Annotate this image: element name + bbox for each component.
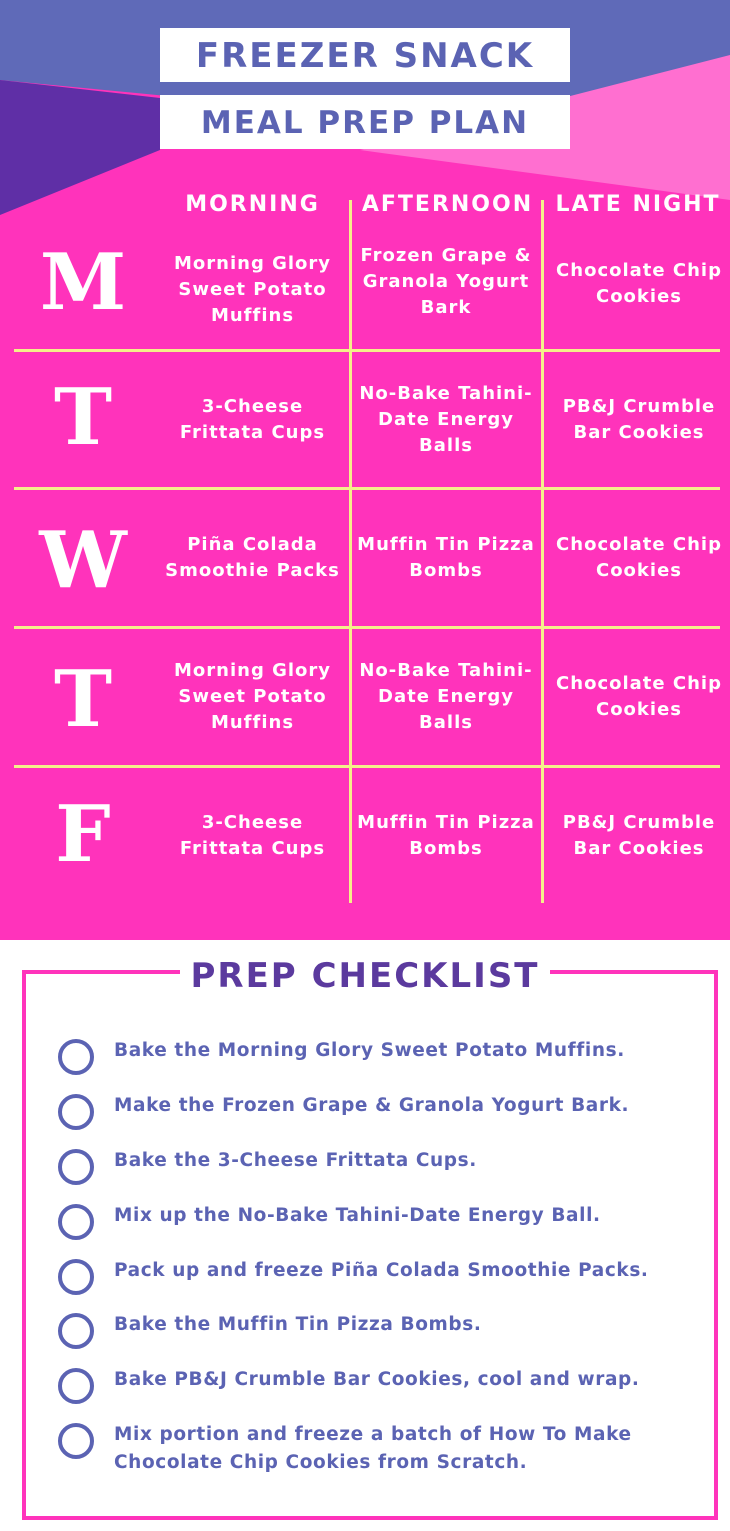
checkbox-circle-icon[interactable] — [58, 1423, 94, 1459]
meal-cell: Chocolate Chip Cookies — [556, 260, 722, 307]
meal-cell: Piña Colada Smoothie Packs — [165, 534, 340, 581]
checklist-item-text: Make the Frozen Grape & Granola Yogurt Bark. — [114, 1095, 630, 1116]
meal-cell: Muffin Tin Pizza Bombs — [357, 811, 535, 859]
day-letter: W — [39, 515, 127, 606]
meal-cell: Chocolate Chip Cookies — [556, 673, 722, 720]
checkbox-circle-icon[interactable] — [58, 1204, 94, 1240]
meal-cell: No-Bake Tahini-Date Energy Balls — [359, 382, 533, 456]
checkbox-circle-icon[interactable] — [58, 1039, 94, 1075]
column-header-late-night: LATE NIGHT — [555, 192, 721, 217]
day-letter: T — [53, 372, 113, 463]
meal-cell: Morning Glory Sweet Potato Muffins — [173, 252, 332, 326]
meal-cell: PB&J Crumble Bar Cookies — [562, 395, 716, 443]
checklist-item[interactable] — [58, 1311, 694, 1349]
checklist-title: PREP CHECKLIST — [180, 950, 550, 1000]
column-header-afternoon: AFTERNOON — [361, 192, 534, 217]
checklist-item-text: Bake PB&J Crumble Bar Cookies, cool and wrap. — [114, 1369, 640, 1390]
checkbox-circle-icon[interactable] — [58, 1313, 94, 1349]
checklist-item[interactable] — [58, 1366, 694, 1404]
checklist-item[interactable] — [58, 1421, 694, 1477]
checklist-item-text: Bake the 3-Cheese Frittata Cups. — [114, 1150, 477, 1171]
meal-cell: Chocolate Chip Cookies — [556, 534, 722, 581]
checkbox-circle-icon[interactable] — [58, 1094, 94, 1130]
day-letter: T — [53, 654, 113, 745]
title-line-2: MEAL PREP PLAN — [160, 95, 570, 149]
title-line-1: FREEZER SNACK — [160, 28, 570, 82]
checklist-item-text: Bake the Morning Glory Sweet Potato Muffins. — [114, 1040, 625, 1061]
checklist-item[interactable] — [58, 1092, 694, 1130]
checkbox-circle-icon[interactable] — [58, 1259, 94, 1295]
meal-cell: Morning Glory Sweet Potato Muffins — [173, 660, 332, 733]
column-header-morning: MORNING — [185, 192, 320, 217]
checklist-item-text: Pack up and freeze Piña Colada Smoothie Packs. — [114, 1260, 649, 1281]
meal-cell: 3-Cheese Frittata Cups — [179, 811, 326, 859]
checklist-item[interactable] — [58, 1257, 694, 1295]
meal-cell: No-Bake Tahini-Date Energy Balls — [359, 660, 533, 733]
day-letter: F — [55, 789, 111, 880]
checklist-item-text: Mix portion and freeze a batch of How To Make Chocolate Chip Cookies from Scratch. — [114, 1424, 632, 1473]
grid-divider-2 — [541, 200, 544, 903]
checkbox-circle-icon[interactable] — [58, 1149, 94, 1185]
meal-cell: 3-Cheese Frittata Cups — [179, 395, 326, 443]
meal-cell: Frozen Grape & Granola Yogurt Bark — [360, 245, 532, 318]
checklist-item[interactable] — [58, 1202, 694, 1240]
checkbox-circle-icon[interactable] — [58, 1368, 94, 1404]
checklist-item-text: Mix up the No-Bake Tahini-Date Energy Ball. — [114, 1205, 601, 1226]
meal-cell: Muffin Tin Pizza Bombs — [357, 534, 535, 581]
checklist-item[interactable] — [58, 1037, 694, 1075]
grid-divider-1 — [349, 200, 352, 903]
meal-cell: PB&J Crumble Bar Cookies — [562, 811, 716, 859]
day-letter: M — [39, 237, 127, 328]
checklist-item-text: Bake the Muffin Tin Pizza Bombs. — [114, 1314, 482, 1335]
checklist-item[interactable] — [58, 1147, 694, 1185]
